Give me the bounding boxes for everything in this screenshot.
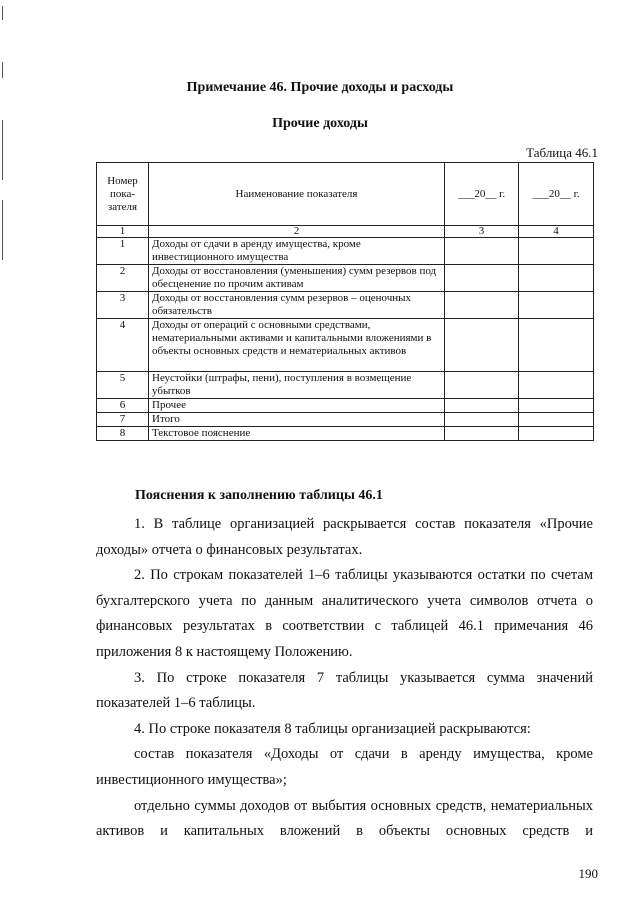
row-number: 1 — [97, 238, 149, 265]
row-value — [445, 292, 519, 319]
row-number: 4 — [97, 319, 149, 372]
table-label: Таблица 46.1 — [526, 145, 598, 160]
margin-mark — [2, 6, 3, 20]
row-name: Неустойки (штрафы, пени), поступления в возмещение убытков — [149, 372, 445, 399]
row-value — [445, 319, 519, 372]
row-value — [445, 427, 519, 441]
row-value — [519, 427, 594, 441]
header-year-1: ___20__ г. — [445, 163, 519, 226]
row-value — [445, 413, 519, 427]
row-name: Доходы от восстановления сумм резервов – оценочных обязательств — [149, 292, 445, 319]
row-number: 7 — [97, 413, 149, 427]
paragraph: 4. По строке показателя 8 таблицы организацией раскрываются: — [134, 720, 531, 737]
paragraph: 3. По строке показателя 7 таблицы указывается сумма значений показателей 1–6 таблицы. — [96, 669, 593, 712]
margin-mark — [2, 200, 3, 260]
row-number: 5 — [97, 372, 149, 399]
row-value — [519, 413, 594, 427]
row-name: Доходы от операций с основными средствами, нематериальными активами и капитальными вложениями в объекты основных средств и нематериальных активов — [149, 319, 445, 372]
table-row — [97, 399, 594, 413]
section-subtitle: Прочие доходы — [272, 116, 368, 131]
row-name: Прочее — [149, 399, 445, 413]
page-title: Примечание 46. Прочие доходы и расходы — [186, 80, 454, 95]
explanations-heading: Пояснения к заполнению таблицы 46.1 — [135, 488, 383, 503]
header-year-2: ___20__ г. — [519, 163, 594, 226]
table-row — [97, 413, 594, 427]
paragraph: 1. В таблице организацией раскрывается состав показателя «Прочие доходы» отчета о финансовых результатах. — [96, 516, 593, 558]
row-value — [519, 372, 594, 399]
header-name: Наименование показателя — [149, 163, 445, 226]
index-cell: 1 — [97, 226, 149, 238]
table-row — [97, 319, 594, 372]
row-number: 8 — [97, 427, 149, 441]
page-number: 190 — [578, 866, 598, 881]
row-name: Итого — [149, 413, 445, 427]
header-number: Номер пока-зателя — [97, 163, 149, 226]
paragraph: состав показателя «Доходы от сдачи в аренду имущества, кроме инвестиционного имущества»; — [96, 746, 593, 788]
row-name: Текстовое пояснение — [149, 427, 445, 441]
row-value — [445, 265, 519, 292]
table-row — [97, 427, 594, 441]
table-row — [97, 238, 594, 265]
row-name: Доходы от восстановления (уменьшения) сумм резервов под обесценение по прочим активам — [149, 265, 445, 292]
row-value — [445, 238, 519, 265]
index-cell: 2 — [149, 226, 445, 238]
row-value — [445, 372, 519, 399]
explanations-body — [96, 512, 593, 845]
row-number: 3 — [97, 292, 149, 319]
table-header-row — [97, 163, 594, 226]
row-value — [519, 399, 594, 413]
row-value — [519, 238, 594, 265]
index-cell: 3 — [445, 226, 519, 238]
row-name: Доходы от сдачи в аренду имущества, кроме инвестиционного имущества — [149, 238, 445, 265]
row-number: 6 — [97, 399, 149, 413]
table-row — [97, 265, 594, 292]
index-cell: 4 — [519, 226, 594, 238]
income-table — [96, 162, 594, 441]
row-value — [519, 292, 594, 319]
row-number: 2 — [97, 265, 149, 292]
table-row — [97, 292, 594, 319]
margin-mark — [2, 62, 3, 78]
row-value — [445, 399, 519, 413]
table-row — [97, 372, 594, 399]
table-index-row — [97, 226, 594, 238]
row-value — [519, 319, 594, 372]
paragraph: отдельно суммы доходов от выбытия основных средств, нематериальных активов и капитальных вложений в объекты основных средств и — [96, 797, 593, 840]
row-value — [519, 265, 594, 292]
paragraph: 2. По строкам показателей 1–6 таблицы указываются остатки по счетам бухгалтерского учета по данным аналитического учета символов отчета о финансовых результатах в соответствии с таблицей 46.1 примечания 46 приложения 8 к настоящему Положению. — [96, 567, 593, 660]
